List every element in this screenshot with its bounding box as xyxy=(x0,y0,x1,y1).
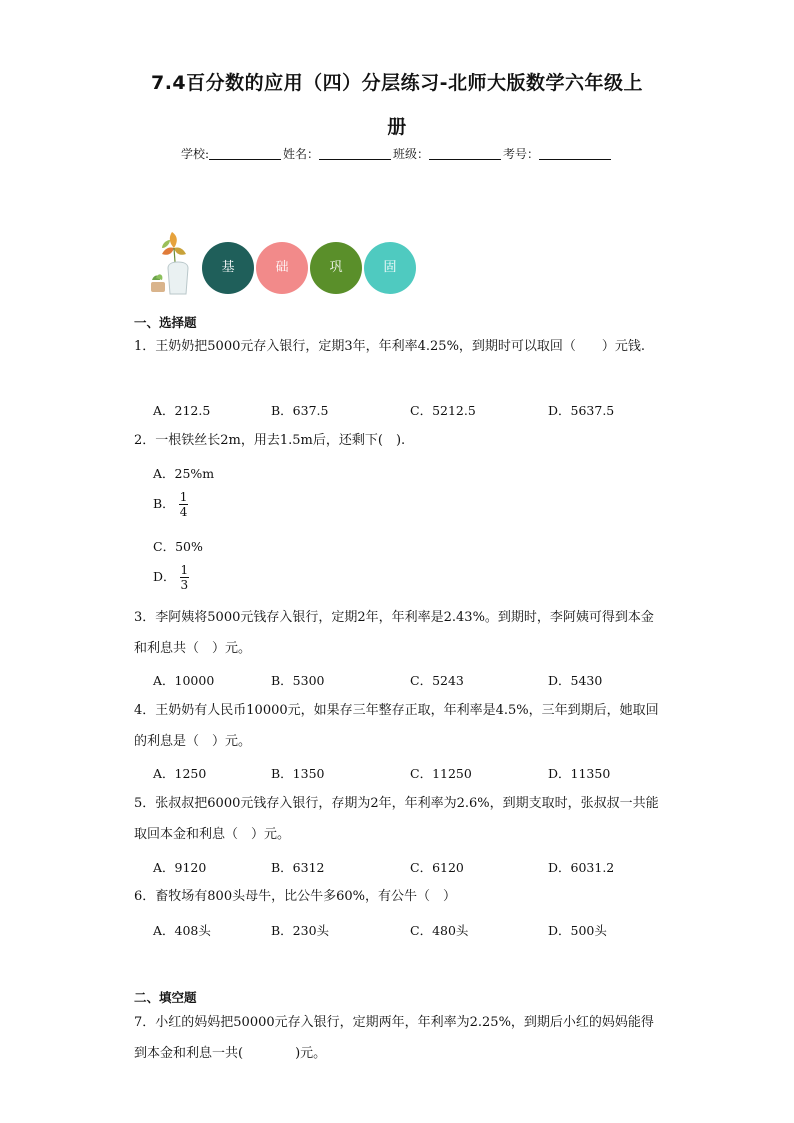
option-c[interactable]: C．6120 xyxy=(410,860,464,875)
question-7: 7．小红的妈妈把50000元存入银行，定期两年，年利率为2.25%，到期后小红的妈妈能得到本金和利息一共( )元。 xyxy=(134,1015,654,1061)
school-blank[interactable] xyxy=(209,147,281,160)
option-b[interactable]: B．5300 xyxy=(271,673,325,688)
fraction: $\frac{1}{4}$ xyxy=(179,490,188,519)
student-info-line xyxy=(0,145,794,162)
option-c[interactable]: C．5212.5 xyxy=(410,403,476,418)
option-d[interactable]: D．11350 xyxy=(548,766,611,781)
potted-plant-icon xyxy=(148,228,194,298)
option-d[interactable]: D．6031.2 xyxy=(548,860,615,875)
option-b[interactable]: B．6312 xyxy=(271,860,325,875)
option-c[interactable]: C．11250 xyxy=(410,766,472,781)
option-a[interactable]: A．212.5 xyxy=(153,403,211,418)
question-6-options xyxy=(153,921,673,941)
question-6: 6．畜牧场有800头母牛，比公牛多60%，有公牛（ ） xyxy=(134,889,456,904)
section-heading-fill: 二、填空题 xyxy=(134,990,197,1005)
option-d[interactable]: D．5637.5 xyxy=(548,403,615,418)
class-blank[interactable] xyxy=(429,147,501,160)
question-4-options xyxy=(153,764,673,784)
question-1-options xyxy=(153,401,673,421)
section-banner xyxy=(148,228,428,302)
question-2-option-c[interactable]: C．50% xyxy=(153,539,203,554)
option-b[interactable]: B．1350 xyxy=(271,766,325,781)
fraction: $\frac{1}{3}$ xyxy=(180,563,189,592)
section-heading-choice: 一、选择题 xyxy=(134,315,197,330)
question-3-options xyxy=(153,671,673,691)
page-title: 7.4百分数的应用（四）分层练习-北师大版数学六年级上 xyxy=(150,72,644,94)
page-title-continued: 册 xyxy=(387,116,407,138)
option-b[interactable]: B．637.5 xyxy=(271,403,329,418)
exam-number-blank[interactable] xyxy=(539,147,611,160)
option-c[interactable]: C．5243 xyxy=(410,673,464,688)
question-2-option-a[interactable]: A．25%m xyxy=(153,466,215,481)
option-a[interactable]: A．10000 xyxy=(153,673,215,688)
question-2-option-b[interactable] xyxy=(153,490,188,519)
question-3: 3．李阿姨将5000元钱存入银行，定期2年，年利率是2.43%。到期时，李阿姨可得到本金和利息共（ ）元。 xyxy=(134,610,654,656)
circle-chu: 础 xyxy=(256,242,308,294)
name-blank[interactable] xyxy=(319,147,391,160)
circle-gong: 巩 xyxy=(310,242,362,294)
option-b-label: B． xyxy=(153,496,175,511)
circle-gu: 固 xyxy=(364,242,416,294)
option-a[interactable]: A．9120 xyxy=(153,860,207,875)
school-label: 学校: xyxy=(180,147,209,161)
option-a[interactable]: A．1250 xyxy=(153,766,207,781)
option-d-label: D． xyxy=(153,569,176,584)
option-c[interactable]: C．480头 xyxy=(410,923,469,938)
option-d[interactable]: D．500头 xyxy=(548,923,607,938)
name-label: 姓名： xyxy=(283,147,320,161)
question-4: 4．王奶奶有人民币10000元，如果存三年整存正取，年利率是4.5%，三年到期后，她取回的利息是（ ）元。 xyxy=(134,703,659,749)
question-1: 1．王奶奶把5000元存入银行，定期3年，年利率4.25%，到期时可以取回（ ）元钱. xyxy=(134,339,646,354)
question-2-option-d[interactable] xyxy=(153,563,189,592)
exam-number-label: 考号： xyxy=(503,147,540,161)
option-b[interactable]: B．230头 xyxy=(271,923,330,938)
option-d[interactable]: D．5430 xyxy=(548,673,603,688)
question-5: 5．张叔叔把6000元钱存入银行，存期为2年，年利率为2.6%，到期支取时，张叔叔一共能取回本金和利息（ ）元。 xyxy=(134,796,659,842)
circle-ji: 基 xyxy=(202,242,254,294)
option-a[interactable]: A．408头 xyxy=(153,923,211,938)
question-2: 2．一根铁丝长2m，用去1.5m后，还剩下( ). xyxy=(134,433,406,448)
question-5-options xyxy=(153,858,673,878)
class-label: 班级： xyxy=(393,147,430,161)
